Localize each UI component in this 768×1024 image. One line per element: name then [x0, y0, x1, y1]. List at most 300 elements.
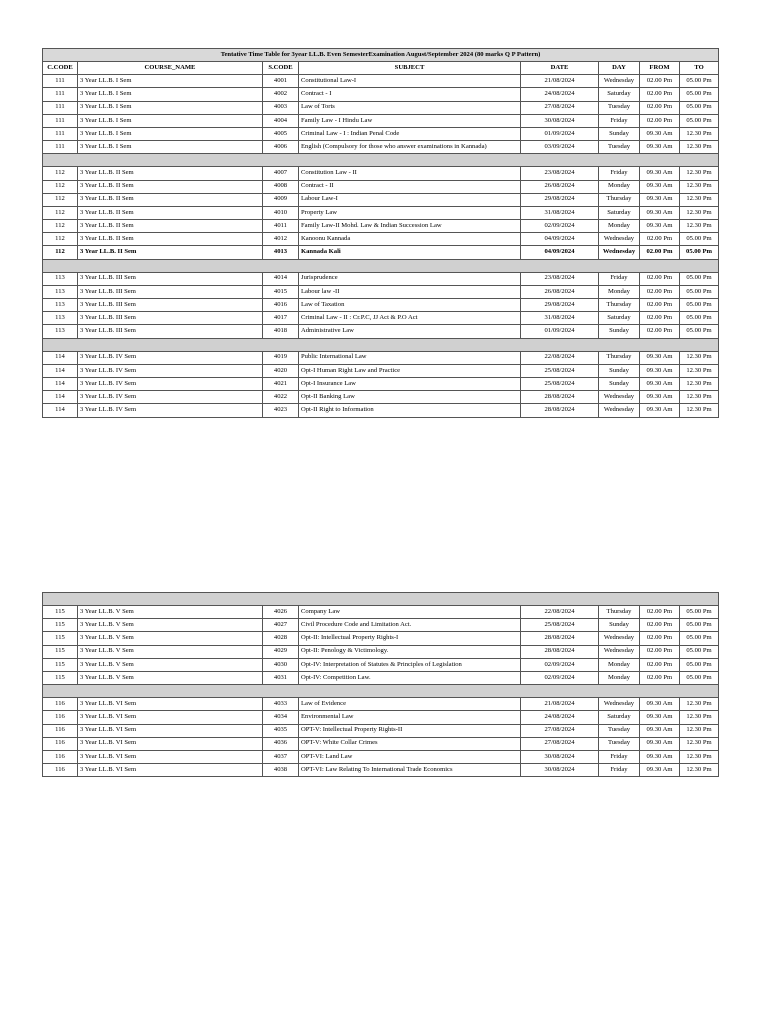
cell-course: 3 Year LL.B. IV Sem: [78, 391, 263, 404]
cell-ccode: 111: [43, 75, 78, 88]
cell-day: Monday: [599, 658, 640, 671]
cell-ccode: 115: [43, 671, 78, 684]
cell-subject: Environmental Law: [299, 711, 521, 724]
cell-scode: 4033: [263, 698, 299, 711]
cell-to: 12.30 Pm: [680, 750, 719, 763]
cell-subject: Opt-IV: Interpretation of Statutes & Principles of Legislation: [299, 658, 521, 671]
cell-scode: 4020: [263, 364, 299, 377]
cell-scode: 4027: [263, 619, 299, 632]
cell-scode: 4016: [263, 299, 299, 312]
cell-subject: Contract - I: [299, 88, 521, 101]
cell-ccode: 114: [43, 391, 78, 404]
cell-ccode: 114: [43, 377, 78, 390]
cell-course: 3 Year LL.B. IV Sem: [78, 377, 263, 390]
cell-ccode: 113: [43, 299, 78, 312]
cell-subject: OPT-V: Intellectual Property Rights-II: [299, 724, 521, 737]
header-ccode: C.CODE: [43, 62, 78, 75]
cell-date: 25/08/2024: [521, 364, 599, 377]
cell-course: 3 Year LL.B. V Sem: [78, 632, 263, 645]
table-row: [43, 698, 719, 711]
header-day: DAY: [599, 62, 640, 75]
cell-date: 03/09/2024: [521, 141, 599, 154]
cell-scode: 4019: [263, 351, 299, 364]
cell-from: 02.00 Pm: [640, 272, 680, 285]
cell-subject: Labour law -II: [299, 285, 521, 298]
cell-from: 02.00 Pm: [640, 645, 680, 658]
cell-ccode: 116: [43, 764, 78, 777]
cell-to: 12.30 Pm: [680, 206, 719, 219]
table-row: [43, 619, 719, 632]
table-row: [43, 606, 719, 619]
cell-day: Sunday: [599, 364, 640, 377]
cell-to: 12.30 Pm: [680, 391, 719, 404]
cell-course: 3 Year LL.B. III Sem: [78, 312, 263, 325]
cell-ccode: 111: [43, 114, 78, 127]
cell-date: 28/08/2024: [521, 632, 599, 645]
cell-to: 12.30 Pm: [680, 364, 719, 377]
cell-day: Wednesday: [599, 404, 640, 417]
cell-date: 28/08/2024: [521, 391, 599, 404]
cell-scode: 4006: [263, 141, 299, 154]
cell-to: 12.30 Pm: [680, 764, 719, 777]
cell-date: 28/08/2024: [521, 645, 599, 658]
cell-day: Tuesday: [599, 737, 640, 750]
cell-date: 29/08/2024: [521, 193, 599, 206]
cell-day: Sunday: [599, 325, 640, 338]
cell-scode: 4014: [263, 272, 299, 285]
cell-subject: Opt-IV: Competition Law.: [299, 671, 521, 684]
cell-to: 05.00 Pm: [680, 658, 719, 671]
cell-date: 01/09/2024: [521, 127, 599, 140]
cell-ccode: 114: [43, 364, 78, 377]
cell-day: Thursday: [599, 299, 640, 312]
cell-from: 02.00 Pm: [640, 246, 680, 259]
cell-course: 3 Year LL.B. III Sem: [78, 299, 263, 312]
cell-day: Tuesday: [599, 724, 640, 737]
table-row: [43, 671, 719, 684]
table-row: [43, 167, 719, 180]
cell-subject: Opt-II Right to Information: [299, 404, 521, 417]
cell-day: Wednesday: [599, 645, 640, 658]
cell-date: 02/09/2024: [521, 671, 599, 684]
cell-scode: 4003: [263, 101, 299, 114]
cell-from: 02.00 Pm: [640, 632, 680, 645]
cell-subject: Kannada Kali: [299, 246, 521, 259]
header-row: [43, 62, 719, 75]
cell-subject: Property Law: [299, 206, 521, 219]
cell-scode: 4012: [263, 233, 299, 246]
table-row: [43, 75, 719, 88]
cell-subject: Kanoonu Kannada: [299, 233, 521, 246]
cell-date: 31/08/2024: [521, 206, 599, 219]
cell-day: Monday: [599, 285, 640, 298]
cell-course: 3 Year LL.B. VI Sem: [78, 724, 263, 737]
cell-date: 02/09/2024: [521, 658, 599, 671]
cell-ccode: 112: [43, 206, 78, 219]
cell-ccode: 112: [43, 220, 78, 233]
cell-day: Monday: [599, 220, 640, 233]
cell-from: 09.30 Am: [640, 141, 680, 154]
cell-from: 02.00 Pm: [640, 233, 680, 246]
header-scode: S.CODE: [263, 62, 299, 75]
table-row: [43, 764, 719, 777]
cell-ccode: 114: [43, 404, 78, 417]
cell-day: Saturday: [599, 206, 640, 219]
table-row: [43, 101, 719, 114]
cell-to: 12.30 Pm: [680, 737, 719, 750]
cell-subject: Constitutional Law-I: [299, 75, 521, 88]
cell-subject: Opt-II Banking Law: [299, 391, 521, 404]
cell-to: 05.00 Pm: [680, 299, 719, 312]
cell-scode: 4004: [263, 114, 299, 127]
cell-to: 05.00 Pm: [680, 75, 719, 88]
cell-date: 25/08/2024: [521, 377, 599, 390]
table-row: [43, 325, 719, 338]
cell-to: 05.00 Pm: [680, 632, 719, 645]
cell-day: Sunday: [599, 127, 640, 140]
cell-from: 09.30 Am: [640, 180, 680, 193]
table-row: [43, 114, 719, 127]
cell-ccode: 111: [43, 127, 78, 140]
cell-subject: Family Law-II Mohd. Law & Indian Succession Law: [299, 220, 521, 233]
cell-day: Wednesday: [599, 246, 640, 259]
cell-day: Saturday: [599, 711, 640, 724]
cell-course: 3 Year LL.B. V Sem: [78, 658, 263, 671]
cell-date: 27/08/2024: [521, 737, 599, 750]
cell-course: 3 Year LL.B. I Sem: [78, 88, 263, 101]
cell-to: 05.00 Pm: [680, 285, 719, 298]
cell-ccode: 115: [43, 658, 78, 671]
cell-to: 05.00 Pm: [680, 325, 719, 338]
cell-subject: Company Law: [299, 606, 521, 619]
cell-day: Friday: [599, 764, 640, 777]
cell-scode: 4028: [263, 632, 299, 645]
cell-subject: Law of Taxation: [299, 299, 521, 312]
cell-course: 3 Year LL.B. II Sem: [78, 180, 263, 193]
table-row: [43, 233, 719, 246]
cell-to: 12.30 Pm: [680, 404, 719, 417]
cell-ccode: 115: [43, 606, 78, 619]
cell-to: 12.30 Pm: [680, 127, 719, 140]
cell-to: 12.30 Pm: [680, 724, 719, 737]
cell-from: 02.00 Pm: [640, 75, 680, 88]
cell-date: 30/08/2024: [521, 750, 599, 763]
group-separator: [43, 154, 719, 167]
cell-course: 3 Year LL.B. V Sem: [78, 671, 263, 684]
cell-ccode: 113: [43, 272, 78, 285]
cell-subject: Opt-I Insurance Law: [299, 377, 521, 390]
cell-from: 02.00 Pm: [640, 325, 680, 338]
cell-course: 3 Year LL.B. VI Sem: [78, 737, 263, 750]
cell-from: 09.30 Am: [640, 764, 680, 777]
table-row: [43, 645, 719, 658]
cell-to: 12.30 Pm: [680, 167, 719, 180]
cell-to: 12.30 Pm: [680, 351, 719, 364]
header-date: DATE: [521, 62, 599, 75]
timetable-upper: [42, 48, 719, 418]
cell-to: 05.00 Pm: [680, 606, 719, 619]
cell-to: 05.00 Pm: [680, 114, 719, 127]
cell-course: 3 Year LL.B. I Sem: [78, 141, 263, 154]
cell-ccode: 113: [43, 325, 78, 338]
cell-from: 09.30 Am: [640, 724, 680, 737]
cell-ccode: 112: [43, 233, 78, 246]
cell-subject: Opt-I Human Right Law and Practice: [299, 364, 521, 377]
cell-day: Tuesday: [599, 101, 640, 114]
cell-to: 12.30 Pm: [680, 193, 719, 206]
cell-scode: 4035: [263, 724, 299, 737]
cell-scode: 4022: [263, 391, 299, 404]
cell-to: 05.00 Pm: [680, 312, 719, 325]
cell-scode: 4018: [263, 325, 299, 338]
cell-from: 09.30 Am: [640, 750, 680, 763]
cell-course: 3 Year LL.B. II Sem: [78, 233, 263, 246]
cell-date: 26/08/2024: [521, 180, 599, 193]
cell-from: 02.00 Pm: [640, 606, 680, 619]
cell-from: 09.30 Am: [640, 404, 680, 417]
cell-date: 27/08/2024: [521, 101, 599, 114]
cell-day: Tuesday: [599, 141, 640, 154]
cell-to: 05.00 Pm: [680, 272, 719, 285]
cell-scode: 4008: [263, 180, 299, 193]
cell-scode: 4002: [263, 88, 299, 101]
cell-course: 3 Year LL.B. III Sem: [78, 325, 263, 338]
cell-subject: Criminal Law - I : Indian Penal Code: [299, 127, 521, 140]
cell-course: 3 Year LL.B. I Sem: [78, 127, 263, 140]
cell-to: 12.30 Pm: [680, 141, 719, 154]
cell-day: Sunday: [599, 377, 640, 390]
cell-ccode: 113: [43, 285, 78, 298]
cell-from: 02.00 Pm: [640, 114, 680, 127]
cell-from: 09.30 Am: [640, 206, 680, 219]
cell-day: Friday: [599, 114, 640, 127]
cell-course: 3 Year LL.B. V Sem: [78, 645, 263, 658]
table-row: [43, 180, 719, 193]
cell-subject: Law of Torts: [299, 101, 521, 114]
cell-from: 02.00 Pm: [640, 671, 680, 684]
table-row: [43, 141, 719, 154]
cell-subject: English (Compulsory for those who answer examinations in Kannada): [299, 141, 521, 154]
cell-subject: Opt-II: Penology & Victimology.: [299, 645, 521, 658]
cell-from: 09.30 Am: [640, 220, 680, 233]
cell-course: 3 Year LL.B. I Sem: [78, 101, 263, 114]
cell-course: 3 Year LL.B. I Sem: [78, 114, 263, 127]
header-to: TO: [680, 62, 719, 75]
cell-subject: Constitution Law - II: [299, 167, 521, 180]
table-row: [43, 88, 719, 101]
cell-date: 30/08/2024: [521, 764, 599, 777]
cell-scode: 4017: [263, 312, 299, 325]
cell-date: 24/08/2024: [521, 711, 599, 724]
cell-date: 25/08/2024: [521, 619, 599, 632]
cell-ccode: 111: [43, 88, 78, 101]
cell-scode: 4031: [263, 671, 299, 684]
table-row: [43, 246, 719, 259]
cell-date: 23/08/2024: [521, 272, 599, 285]
cell-date: 31/08/2024: [521, 312, 599, 325]
cell-to: 05.00 Pm: [680, 233, 719, 246]
cell-day: Thursday: [599, 606, 640, 619]
cell-from: 09.30 Am: [640, 193, 680, 206]
cell-course: 3 Year LL.B. III Sem: [78, 285, 263, 298]
cell-course: 3 Year LL.B. IV Sem: [78, 364, 263, 377]
table-row: [43, 658, 719, 671]
cell-day: Sunday: [599, 619, 640, 632]
cell-scode: 4005: [263, 127, 299, 140]
cell-to: 12.30 Pm: [680, 180, 719, 193]
cell-subject: Jurisprudence: [299, 272, 521, 285]
cell-to: 12.30 Pm: [680, 698, 719, 711]
cell-day: Monday: [599, 671, 640, 684]
cell-scode: 4011: [263, 220, 299, 233]
cell-ccode: 112: [43, 167, 78, 180]
cell-scode: 4026: [263, 606, 299, 619]
cell-scode: 4007: [263, 167, 299, 180]
cell-course: 3 Year LL.B. V Sem: [78, 606, 263, 619]
cell-day: Friday: [599, 272, 640, 285]
cell-from: 02.00 Pm: [640, 619, 680, 632]
cell-date: 02/09/2024: [521, 220, 599, 233]
cell-scode: 4038: [263, 764, 299, 777]
cell-day: Wednesday: [599, 632, 640, 645]
cell-scode: 4037: [263, 750, 299, 763]
timetable-lower: [42, 592, 719, 777]
table-row: [43, 737, 719, 750]
cell-from: 02.00 Pm: [640, 312, 680, 325]
cell-date: 23/08/2024: [521, 167, 599, 180]
cell-day: Thursday: [599, 351, 640, 364]
cell-subject: OPT-V: White Collar Crimes: [299, 737, 521, 750]
table-row: [43, 391, 719, 404]
cell-to: 05.00 Pm: [680, 88, 719, 101]
cell-date: 27/08/2024: [521, 724, 599, 737]
cell-date: 21/08/2024: [521, 698, 599, 711]
cell-from: 09.30 Am: [640, 127, 680, 140]
cell-course: 3 Year LL.B. VI Sem: [78, 750, 263, 763]
header-subject: SUBJECT: [299, 62, 521, 75]
table-row: [43, 312, 719, 325]
cell-course: 3 Year LL.B. III Sem: [78, 272, 263, 285]
cell-course: 3 Year LL.B. VI Sem: [78, 711, 263, 724]
cell-ccode: 116: [43, 724, 78, 737]
cell-to: 05.00 Pm: [680, 671, 719, 684]
cell-scode: 4034: [263, 711, 299, 724]
cell-from: 09.30 Am: [640, 377, 680, 390]
table-row: [43, 220, 719, 233]
cell-course: 3 Year LL.B. I Sem: [78, 75, 263, 88]
cell-from: 09.30 Am: [640, 711, 680, 724]
cell-scode: 4029: [263, 645, 299, 658]
page-title: Tentative Time Table for 3year LL.B. Even SemesterExamination August/September 2024 (80 marks Q P Pattern): [43, 49, 719, 62]
table-row: [43, 632, 719, 645]
cell-to: 12.30 Pm: [680, 711, 719, 724]
table-row: [43, 299, 719, 312]
cell-subject: Public International Law: [299, 351, 521, 364]
table-row: [43, 127, 719, 140]
group-separator: [43, 593, 719, 606]
cell-course: 3 Year LL.B. II Sem: [78, 220, 263, 233]
cell-from: 09.30 Am: [640, 364, 680, 377]
cell-from: 02.00 Pm: [640, 101, 680, 114]
table-row: [43, 351, 719, 364]
cell-date: 29/08/2024: [521, 299, 599, 312]
group-separator: [43, 259, 719, 272]
cell-from: 02.00 Pm: [640, 299, 680, 312]
cell-scode: 4009: [263, 193, 299, 206]
cell-from: 02.00 Pm: [640, 88, 680, 101]
cell-course: 3 Year LL.B. VI Sem: [78, 764, 263, 777]
cell-day: Wednesday: [599, 391, 640, 404]
cell-ccode: 115: [43, 645, 78, 658]
cell-scode: 4010: [263, 206, 299, 219]
cell-date: 28/08/2024: [521, 404, 599, 417]
group-separator: [43, 338, 719, 351]
cell-ccode: 113: [43, 312, 78, 325]
cell-date: 01/09/2024: [521, 325, 599, 338]
cell-from: 09.30 Am: [640, 351, 680, 364]
cell-day: Friday: [599, 750, 640, 763]
cell-day: Thursday: [599, 193, 640, 206]
cell-scode: 4030: [263, 658, 299, 671]
cell-ccode: 112: [43, 180, 78, 193]
cell-day: Wednesday: [599, 698, 640, 711]
cell-from: 02.00 Pm: [640, 658, 680, 671]
cell-course: 3 Year LL.B. II Sem: [78, 206, 263, 219]
cell-from: 02.00 Pm: [640, 285, 680, 298]
cell-date: 26/08/2024: [521, 285, 599, 298]
cell-date: 22/08/2024: [521, 606, 599, 619]
cell-subject: Labour Law-I: [299, 193, 521, 206]
cell-day: Saturday: [599, 312, 640, 325]
cell-day: Saturday: [599, 88, 640, 101]
cell-from: 09.30 Am: [640, 167, 680, 180]
cell-subject: Family Law - I Hindu Law: [299, 114, 521, 127]
cell-course: 3 Year LL.B. VI Sem: [78, 698, 263, 711]
table-row: [43, 272, 719, 285]
table-row: [43, 206, 719, 219]
cell-scode: 4013: [263, 246, 299, 259]
cell-course: 3 Year LL.B. V Sem: [78, 619, 263, 632]
cell-subject: Law of Evidence: [299, 698, 521, 711]
cell-date: 04/09/2024: [521, 233, 599, 246]
cell-day: Wednesday: [599, 75, 640, 88]
cell-ccode: 116: [43, 750, 78, 763]
cell-to: 05.00 Pm: [680, 101, 719, 114]
table-row: [43, 364, 719, 377]
cell-subject: Contract - II: [299, 180, 521, 193]
cell-to: 05.00 Pm: [680, 619, 719, 632]
cell-course: 3 Year LL.B. II Sem: [78, 193, 263, 206]
cell-subject: Criminal Law - II : Cr.P.C, JJ Act & P.O Act: [299, 312, 521, 325]
cell-date: 30/08/2024: [521, 114, 599, 127]
cell-from: 09.30 Am: [640, 391, 680, 404]
cell-from: 09.30 Am: [640, 698, 680, 711]
cell-subject: OPT-VI: Law Relating To International Trade Economics: [299, 764, 521, 777]
cell-date: 22/08/2024: [521, 351, 599, 364]
cell-ccode: 114: [43, 351, 78, 364]
cell-date: 21/08/2024: [521, 75, 599, 88]
cell-course: 3 Year LL.B. II Sem: [78, 246, 263, 259]
header-course: COURSE_NAME: [78, 62, 263, 75]
cell-ccode: 112: [43, 246, 78, 259]
cell-to: 12.30 Pm: [680, 377, 719, 390]
cell-scode: 4001: [263, 75, 299, 88]
cell-subject: Administrative Law: [299, 325, 521, 338]
table-row: [43, 724, 719, 737]
table-row: [43, 404, 719, 417]
cell-ccode: 111: [43, 141, 78, 154]
cell-to: 12.30 Pm: [680, 220, 719, 233]
